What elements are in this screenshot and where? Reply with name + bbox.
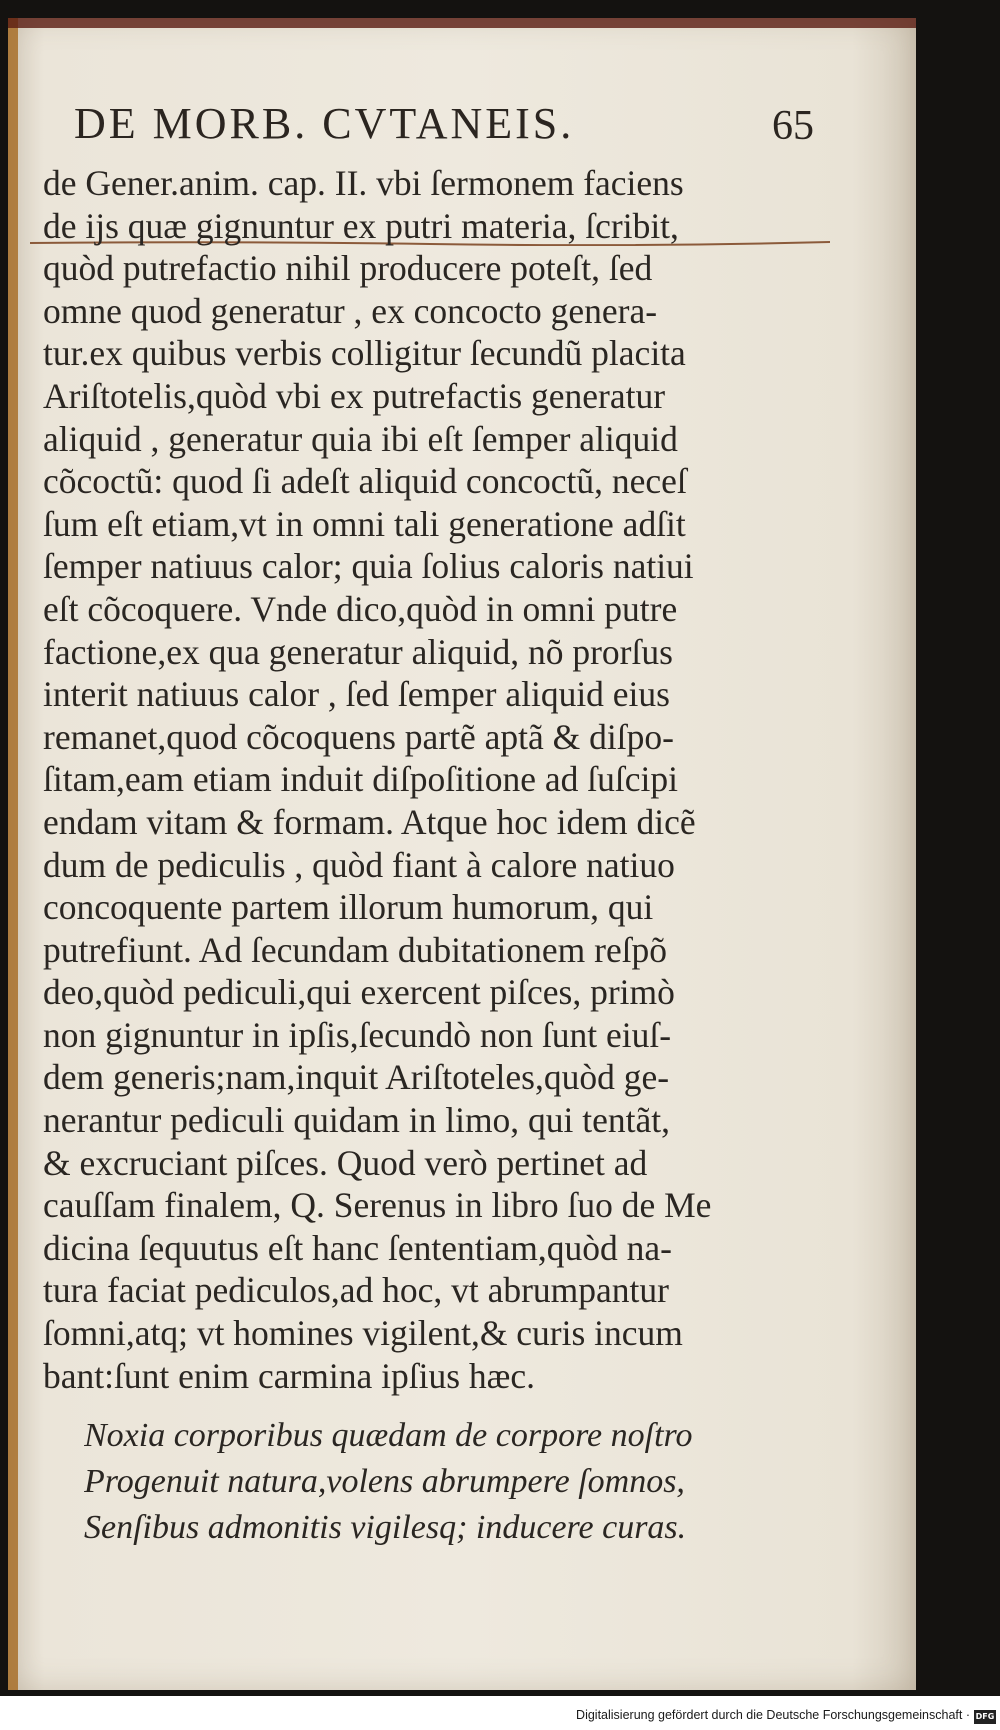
text-line: bant:ſunt enim carmina ipſius hæc. — [43, 1355, 535, 1396]
text-line: concoquente partem illorum humorum, qui — [43, 887, 654, 928]
verse-line: Progenuit natura,volens abrumpere ſomnos, — [84, 1463, 685, 1500]
dfg-logo-icon: DFG — [974, 1710, 996, 1724]
verse-block — [84, 1413, 804, 1551]
text-line: non gignuntur in ipſis,ſecundò non ſunt eiuſ- — [43, 1014, 672, 1055]
text-line: aliquid , generatur quia ibi eſt ſemper aliquid — [43, 418, 678, 459]
main-text — [43, 162, 787, 1397]
text-line: ſomni,atq; vt homines vigilent,& curis incum — [43, 1313, 683, 1354]
verse-line: Senſibus admonitis vigilesq; inducere curas. — [84, 1509, 687, 1546]
text-line: dem generis;nam,inquit Ariſtoteles,quòd ge- — [43, 1057, 670, 1098]
text-line: de ijs quæ gignuntur ex putri materia, ſcribit, — [43, 205, 679, 246]
book-page — [8, 18, 916, 1690]
text-line: Ariſtotelis,quòd vbi ex putrefactis generatur — [43, 375, 666, 416]
text-line: cõcoctũ: quod ſi adeſt aliquid concoctũ, neceſ — [43, 461, 687, 502]
text-line: deo,quòd pediculi,qui exercent piſces, primò — [43, 972, 675, 1013]
page-header — [74, 80, 814, 150]
text-line: eſt cõcoquere. Vnde dico,quòd in omni putre — [43, 588, 678, 629]
text-line: ſum eſt etiam,vt in omni tali generatione adſit — [43, 503, 686, 544]
text-line: ſemper natiuus calor; quia ſolius caloris natiui — [43, 546, 694, 587]
text-line: omne quod generatur , ex concocto genera- — [43, 290, 658, 331]
text-line: dum de pediculis , quòd fiant à calore natiuo — [43, 844, 675, 885]
page-number: 65 — [772, 103, 814, 149]
text-line: & excruciant piſces. Quod verò pertinet ad — [43, 1142, 648, 1183]
verse-line: Noxia corporibus quædam de corpore noſtro — [84, 1417, 693, 1454]
text-line: endam vitam & formam. Atque hoc idem dicẽ — [43, 801, 696, 842]
footer-bar — [0, 1696, 1000, 1730]
text-line: nerantur pediculi quidam in limo, qui tentãt, — [43, 1100, 671, 1141]
running-head: DE MORB. CVTANEIS. — [74, 99, 575, 148]
text-line: de Gener.anim. cap. II. vbi ſermonem faciens — [43, 163, 684, 203]
text-line: remanet,quod cõcoquens partẽ aptã & diſpo- — [43, 716, 674, 757]
text-line: dicina ſequutus eſt hanc ſententiam,quòd na- — [43, 1227, 672, 1268]
text-line: interit natiuus calor , ſed ſemper aliquid eius — [43, 674, 670, 715]
text-line: factione,ex qua generatur aliquid, nõ prorſus — [43, 631, 673, 672]
text-line: putrefiunt. Ad ſecundam dubitationem reſpõ — [43, 929, 668, 970]
page-edge-left — [8, 18, 18, 1690]
text-line: tur.ex quibus verbis colligitur ſecundũ placita — [43, 333, 686, 374]
page-edge-top — [8, 18, 916, 28]
digitization-credit: Digitalisierung gefördert durch die Deutsche Forschungsgemeinschaft · — [576, 1708, 970, 1722]
text-line: quòd putrefactio nihil producere poteſt, ſed — [43, 248, 653, 289]
text-line: ſitam,eam etiam induit diſpoſitione ad ſuſcipi — [43, 759, 678, 800]
text-line: tura faciat pediculos,ad hoc, vt abrumpantur — [43, 1270, 669, 1311]
text-line: cauſſam finalem, Q. Serenus in libro ſuo de Me — [43, 1185, 712, 1226]
